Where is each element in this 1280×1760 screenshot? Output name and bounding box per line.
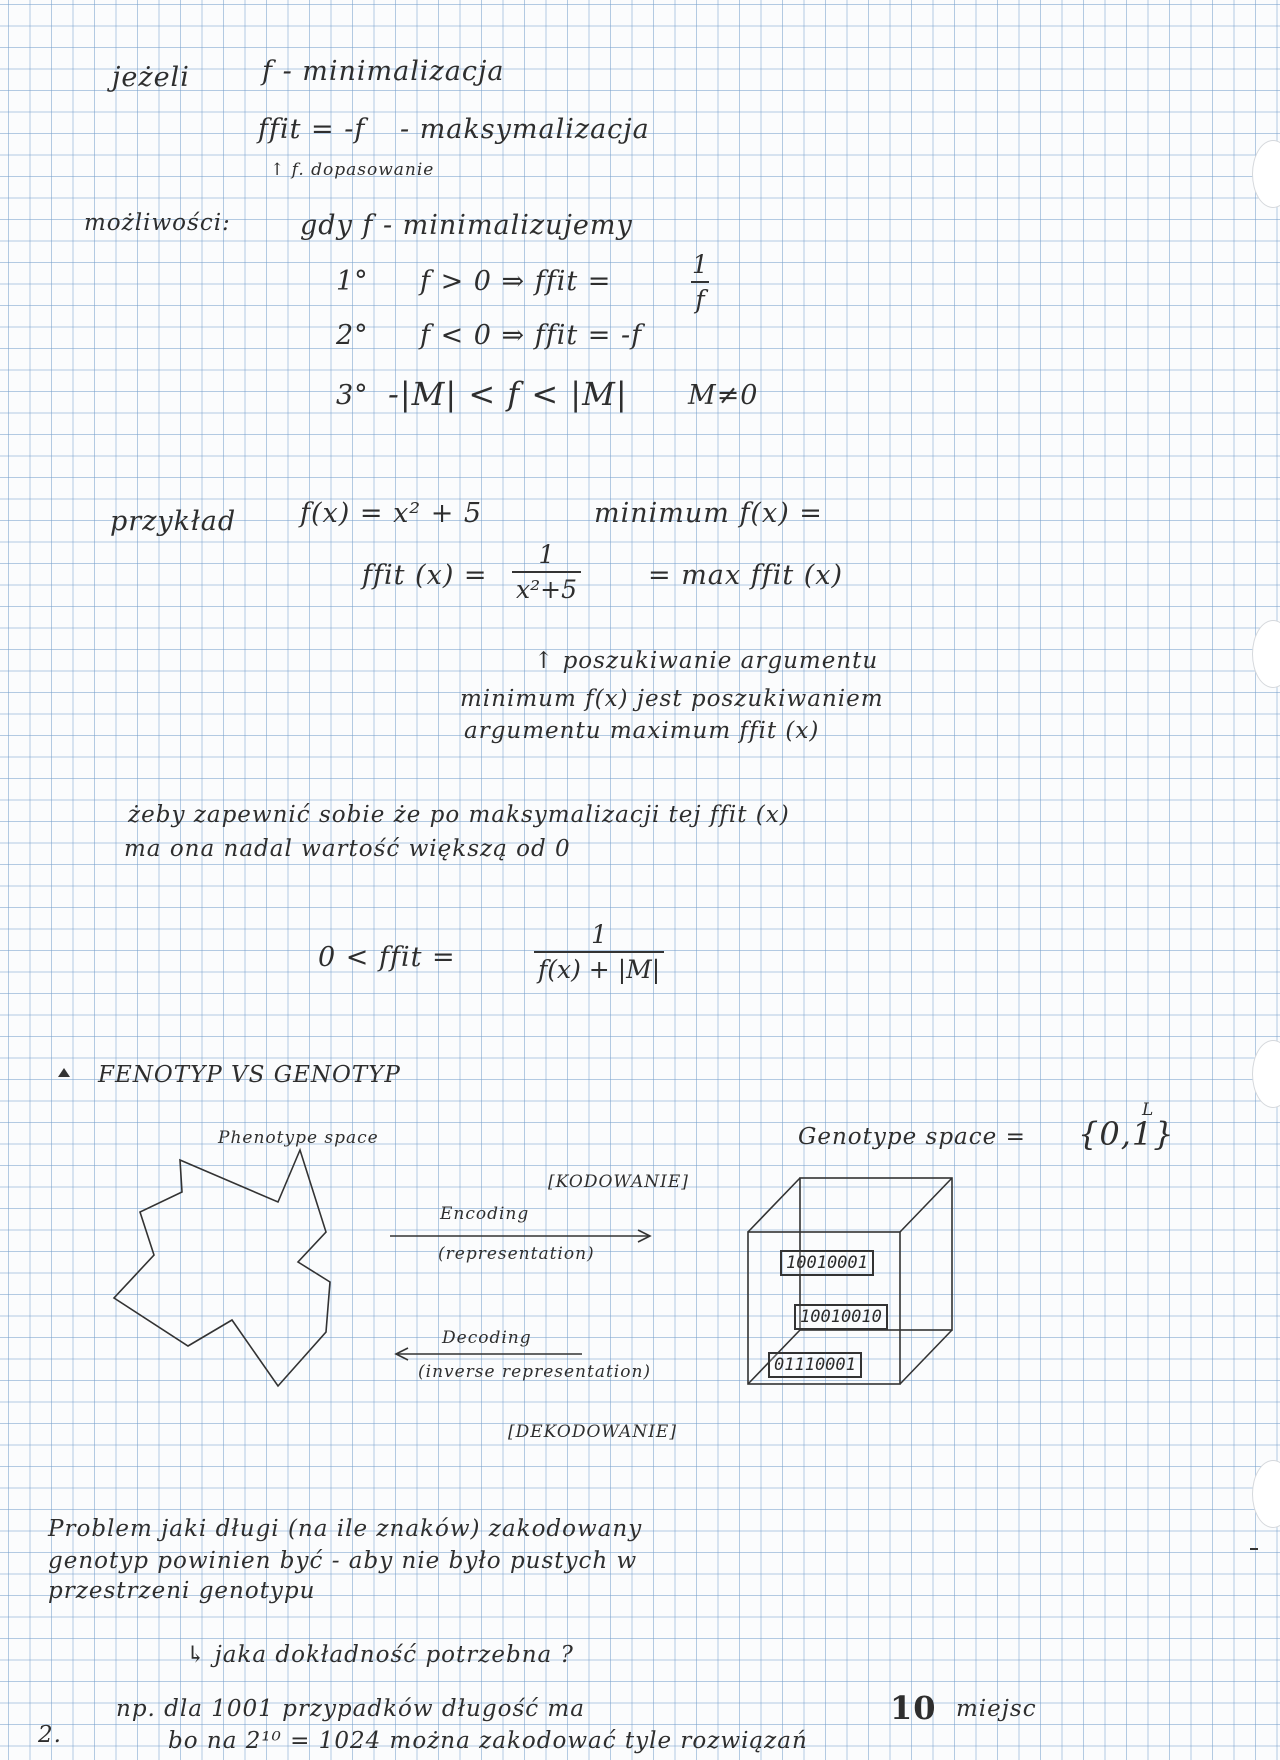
jezeli-label: jeżeli: [112, 62, 190, 93]
fraction-numerator: 1: [692, 250, 708, 279]
problem-line-1: Problem jaki długi (na ile znaków) zakodowany: [48, 1516, 643, 1542]
inverse-representation-label: (inverse representation): [418, 1362, 652, 1382]
case-1-condition: f > 0 ⇒ ffit =: [420, 266, 612, 297]
phenotype-shape: [114, 1150, 330, 1386]
case-2-condition: f < 0 ⇒ ffit = -f: [420, 320, 643, 351]
fraction-denominator: f(x) + |M|: [534, 951, 664, 984]
case-3-label: 3°: [336, 380, 369, 411]
example-note-line-3: argumentu maximum ffit (x): [464, 718, 820, 744]
mozliwosci-label: możliwości:: [84, 210, 231, 236]
example-note-line-1: ↑ poszukiwanie argumentu: [534, 648, 879, 674]
ffit-definition: ffit = -f: [258, 114, 366, 145]
example-function: f(x) = x² + 5: [300, 498, 483, 529]
genotype-exponent: L: [1142, 1100, 1155, 1120]
example-line-1: np. dla 1001 przypadków długość ma: [116, 1696, 585, 1722]
dekodowanie-label: [DEKODOWANIE]: [508, 1422, 677, 1442]
example-ffit-lhs: ffit (x) =: [362, 560, 488, 591]
maximization: - maksymalizacja: [400, 114, 650, 145]
case-3-condition: -|M| < f < |M|: [388, 375, 628, 413]
genotype-set: {0,1}: [1078, 1115, 1175, 1153]
representation-label: (representation): [438, 1244, 595, 1264]
example-label: przykład: [110, 506, 237, 537]
fraction-numerator: 1: [591, 920, 608, 949]
decoding-label: Decoding: [442, 1328, 532, 1348]
page-number: 2.: [38, 1722, 62, 1748]
problem-line-2: genotyp powinien być - aby nie było pustych w: [48, 1548, 638, 1574]
bitstring-3: 01110001: [768, 1352, 862, 1378]
example-max: = max ffit (x): [648, 560, 844, 591]
precision-question: ↳ jaka dokładność potrzebna ?: [186, 1642, 574, 1668]
fenotyp-heading: FENOTYP VS GENOTYP: [98, 1062, 401, 1088]
ensure-line-1: żeby zapewnić sobie że po maksymalizacji tej ffit (x): [128, 802, 790, 828]
example-line-2: bo na 2¹⁰ = 1024 można zakodować tyle rozwiązań: [168, 1728, 808, 1754]
genotype-space-label: Genotype space =: [798, 1124, 1026, 1150]
ensure-formula-lhs: 0 < ffit =: [318, 942, 456, 973]
fraction-denominator: x²+5: [512, 571, 581, 604]
miejsc-label: miejsc: [956, 1696, 1037, 1722]
example-note-line-2: minimum f(x) jest poszukiwaniem: [460, 686, 884, 712]
bitstring-2: 10010010: [794, 1304, 888, 1330]
case-3-m-nonzero: M≠0: [688, 380, 759, 411]
gdy-minimize: gdy f - minimalizujemy: [300, 210, 633, 241]
kodowanie-label: [KODOWANIE]: [548, 1172, 689, 1192]
fraction-numerator: 1: [538, 540, 555, 569]
phenotype-space-label: Phenotype space: [218, 1128, 379, 1148]
length-value: 10: [890, 1689, 937, 1727]
case-2-label: 2°: [336, 320, 369, 351]
encoding-label: Encoding: [440, 1204, 530, 1224]
example-minimum: minimum f(x) =: [594, 498, 823, 529]
f-minimization: f - minimalizacja: [262, 56, 505, 87]
fitness-note: ↑ f. dopasowanie: [270, 160, 435, 180]
case-1-label: 1°: [336, 266, 369, 297]
problem-line-3: przestrzeni genotypu: [48, 1578, 316, 1604]
ensure-line-2: ma ona nadal wartość większą od 0: [124, 836, 571, 862]
bitstring-1: 10010001: [780, 1250, 874, 1276]
fraction-denominator: f: [691, 281, 708, 314]
